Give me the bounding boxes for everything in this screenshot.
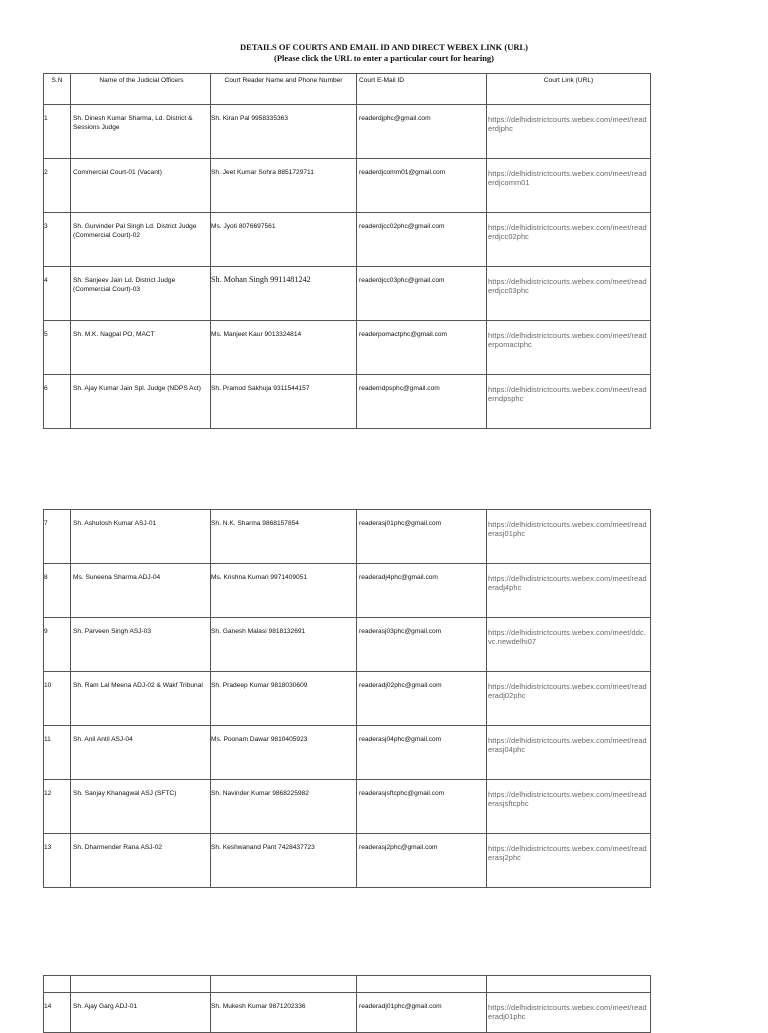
- row-reader: Ms. Krishna Kumari 9971409051: [211, 574, 308, 581]
- document-subtitle: (Please click the URL to enter a particular court for hearing): [273, 53, 494, 63]
- row-reader: Sh. Pramod Sakhuja 9311544157: [211, 385, 310, 392]
- row-sn: 13: [44, 844, 52, 851]
- row-reader: Sh. Navinder Kumar 9868225982: [211, 790, 309, 797]
- table-row: [44, 375, 651, 429]
- row-court-link[interactable]: https://delhidistrictcourts.webex.com/meet/readerdjphc: [488, 115, 647, 133]
- row-email[interactable]: readerdjcc03phc@gmail.com: [359, 277, 445, 284]
- row-email[interactable]: readerasj04phc@gmail.com: [359, 736, 442, 743]
- row-sn: 6: [44, 385, 48, 392]
- row-email[interactable]: readerdjcc02phc@gmail.com: [359, 223, 445, 230]
- row-email[interactable]: readerasj01phc@gmail.com: [359, 520, 442, 527]
- row-email[interactable]: readerndpsphc@gmail.com: [359, 385, 440, 392]
- row-court-link[interactable]: https://delhidistrictcourts.webex.com/meet/readerasjsftcphc: [488, 790, 647, 808]
- row-sn: 11: [44, 736, 51, 743]
- row-email[interactable]: readerpomactphc@gmail.com: [359, 331, 448, 338]
- row-officer: Sh. Sanjay Khanagwal ASJ (SFTC): [73, 790, 177, 797]
- row-email[interactable]: readerasj2phc@gmail.com: [359, 844, 438, 851]
- row-officer: Sh. Ajay Kumar Jain Spl. Judge (NDPS Act): [73, 385, 201, 392]
- row-officer: Sh. Dharmender Rana ASJ-02: [73, 844, 163, 851]
- row-court-link[interactable]: https://delhidistrictcourts.webex.com/meet/readerdjcc02phc: [488, 223, 647, 241]
- row-officer: Ms. Suneena Sharma ADJ-04: [73, 574, 161, 581]
- row-officer: Sh. Ram Lal Meena ADJ-02 & Wakf Tribunal: [73, 682, 203, 689]
- row-sn: 12: [44, 790, 52, 797]
- table-row: [44, 267, 651, 321]
- row-officer: Sh. Sanjeev Jain Ld. District Judge (Commercial Court)-03: [73, 277, 176, 293]
- row-email[interactable]: readerasj03phc@gmail.com: [359, 628, 442, 635]
- table-header-row: [44, 74, 651, 105]
- row-sn: 1: [44, 115, 48, 122]
- row-email[interactable]: readerasjsftcphc@gmail.com: [359, 790, 445, 797]
- row-reader: Sh. N.K. Sharma 9868157854: [211, 520, 299, 527]
- row-court-link[interactable]: https://delhidistrictcourts.webex.com/meet/readeradj01phc: [488, 1003, 647, 1021]
- row-sn: 3: [44, 223, 48, 230]
- table-row: [44, 564, 651, 618]
- courts-table-part-3: [43, 975, 651, 1033]
- row-email[interactable]: readeradj02phc@gmail.com: [359, 682, 442, 689]
- row-officer: Sh. Dinesh Kumar Sharma, Ld. District & Sessions Judge: [73, 115, 193, 131]
- table-row: [44, 510, 651, 564]
- table-row: [44, 726, 651, 780]
- table-row: [44, 321, 651, 375]
- row-reader: Sh. Kiran Pal 9958335363: [211, 115, 288, 122]
- row-court-link[interactable]: https://delhidistrictcourts.webex.com/meet/readerasj01phc: [488, 520, 647, 538]
- row-reader: Sh. Jeet Kumar Sohra 8851729711: [211, 169, 314, 176]
- row-sn: 7: [44, 520, 48, 527]
- row-officer: Sh. M.K. Nagpal PO, MACT: [73, 331, 155, 338]
- row-court-link[interactable]: https://delhidistrictcourts.webex.com/meet/readerasj04phc: [488, 736, 647, 754]
- row-sn: 5: [44, 331, 48, 338]
- header-url: Court Link (URL): [487, 74, 651, 105]
- row-sn: 8: [44, 574, 48, 581]
- row-court-link[interactable]: https://delhidistrictcourts.webex.com/meet/readerndpsphc: [488, 385, 647, 403]
- table-row: [44, 213, 651, 267]
- row-sn: 10: [44, 682, 52, 689]
- row-court-link[interactable]: https://delhidistrictcourts.webex.com/meet/readerasj2phc: [488, 844, 647, 862]
- row-court-link[interactable]: https://delhidistrictcourts.webex.com/meet/readerdjcomm01: [488, 169, 647, 187]
- row-email[interactable]: readeradj01phc@gmail.com: [359, 1003, 442, 1010]
- document-title: DETAILS OF COURTS AND EMAIL ID AND DIRECT WEBEX LINK (URL): [240, 42, 528, 52]
- table-row: [44, 780, 651, 834]
- row-court-link[interactable]: https://delhidistrictcourts.webex.com/meet/ddc.vc.newdelhi07: [488, 628, 646, 646]
- header-email: Court E-Mail ID: [357, 74, 487, 105]
- row-court-link[interactable]: https://delhidistrictcourts.webex.com/meet/readeradj02phc: [488, 682, 647, 700]
- header-sn: S.N: [44, 74, 71, 105]
- row-sn: 4: [44, 277, 48, 284]
- row-reader: Sh. Mukesh Kumar 9871202336: [211, 1003, 306, 1010]
- row-reader: Sh. Mohan Singh 9911481242: [211, 275, 311, 284]
- row-court-link[interactable]: https://delhidistrictcourts.webex.com/meet/readeradj4phc: [488, 574, 647, 592]
- row-reader: Ms. Jyoti 8076697561: [211, 223, 276, 230]
- table-row: [44, 105, 651, 159]
- courts-table-part-1: [43, 73, 651, 429]
- table-blank-row: [44, 976, 651, 993]
- row-email[interactable]: readerdjphc@gmail.com: [359, 115, 431, 122]
- courts-table-part-2: [43, 509, 651, 888]
- header-officer: Name of the Judicial Officers: [71, 74, 211, 105]
- row-email[interactable]: readeradj4phc@gmail.com: [359, 574, 438, 581]
- row-sn: 9: [44, 628, 48, 635]
- row-officer: Sh. Gurvinder Pal Singh Ld. District Judge (Commercial Court)-02: [73, 223, 197, 239]
- row-officer: Sh. Anil Antil ASJ-04: [73, 736, 133, 743]
- row-email[interactable]: readerdjcomm01@gmail.com: [359, 169, 446, 176]
- row-reader: Sh. Pradeep Kumar 9818030609: [211, 682, 308, 689]
- row-reader: Ms. Poonam Dawar 9810405923: [211, 736, 308, 743]
- row-officer: Sh. Ashutosh Kumar ASJ-01: [73, 520, 157, 527]
- table-row: [44, 672, 651, 726]
- table-row: [44, 159, 651, 213]
- row-sn: 2: [44, 169, 48, 176]
- row-court-link[interactable]: https://delhidistrictcourts.webex.com/meet/readerpomactphc: [488, 331, 647, 349]
- row-sn: 14: [44, 1003, 52, 1010]
- row-reader: Ms. Manjeet Kaur 9013324814: [211, 331, 302, 338]
- row-officer: Sh. Parveen Singh ASJ-03: [73, 628, 152, 635]
- table-row: [44, 834, 651, 888]
- row-court-link[interactable]: https://delhidistrictcourts.webex.com/meet/readerdjcc03phc: [488, 277, 647, 295]
- row-reader: Sh. Ganesh Malasi 9818132691: [211, 628, 306, 635]
- table-row: [44, 993, 651, 1033]
- table-row: [44, 618, 651, 672]
- row-reader: Sh. Keshwanand Pant 7428437723: [211, 844, 315, 851]
- row-officer: Commercial Court-01 (Vacant): [73, 169, 162, 176]
- header-reader: Court Reader Name and Phone Number: [211, 74, 357, 105]
- row-officer: Sh. Ajay Garg ADJ-01: [73, 1003, 138, 1010]
